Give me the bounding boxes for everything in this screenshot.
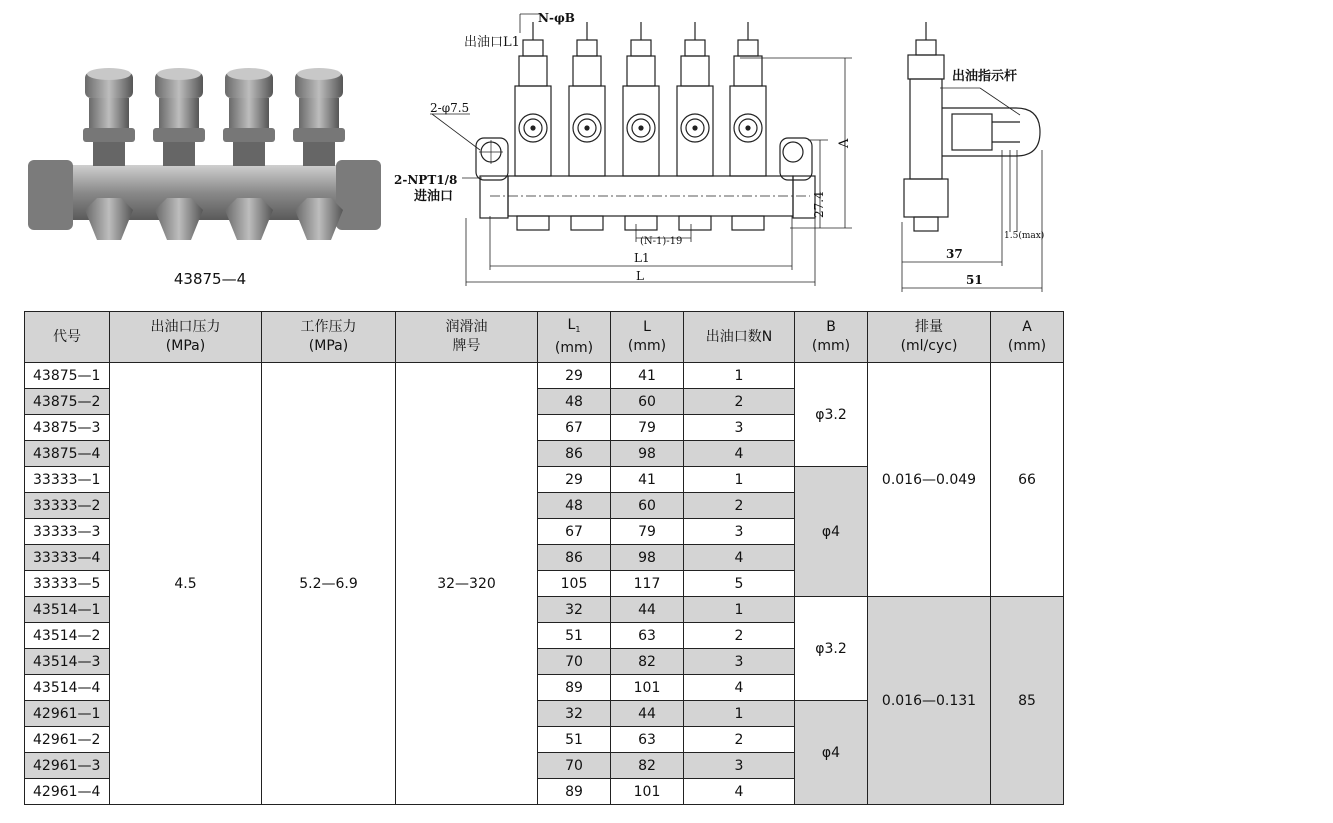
- l1-cell: 48: [538, 389, 611, 415]
- b-diameter-cell: φ4: [795, 467, 868, 597]
- dim-27-4: 27.4: [812, 191, 826, 218]
- l-cell: 79: [611, 415, 684, 441]
- model-code-cell: 43514—1: [25, 597, 110, 623]
- l1-cell: 32: [538, 701, 611, 727]
- model-code-cell: 43875—1: [25, 363, 110, 389]
- l-cell: 63: [611, 727, 684, 753]
- outlet-count-cell: 4: [684, 545, 795, 571]
- outlet-count-cell: 1: [684, 701, 795, 727]
- outlet-count-cell: 2: [684, 389, 795, 415]
- col-oil-grade: 润滑油 牌号: [396, 312, 538, 363]
- l1-cell: 70: [538, 649, 611, 675]
- displacement-cell: 0.016—0.131: [868, 597, 991, 805]
- col-outlet-pressure: 出油口压力 (MPa): [110, 312, 262, 363]
- outlet-label: 出油口L1: [464, 35, 520, 50]
- model-code-cell: 43875—3: [25, 415, 110, 441]
- inlet-label: 进油口: [414, 189, 454, 204]
- col-outlet-count: 出油口数N: [684, 312, 795, 363]
- l1-cell: 67: [538, 519, 611, 545]
- drawing-outlet-fitting: [677, 22, 713, 230]
- l-cell: 117: [611, 571, 684, 597]
- pitch-label: (N-1)-19: [640, 236, 683, 247]
- spec-table: [24, 311, 1064, 805]
- l-cell: 41: [611, 467, 684, 493]
- a-dimension-cell: 85: [991, 597, 1064, 805]
- col-l: L (mm): [611, 312, 684, 363]
- l-cell: 44: [611, 597, 684, 623]
- oil-grade-cell: 32—320: [396, 363, 538, 805]
- l-cell: 82: [611, 649, 684, 675]
- model-code-cell: 42961—1: [25, 701, 110, 727]
- photo-outlet-fitting: [83, 68, 135, 240]
- outlet-count-cell: 5: [684, 571, 795, 597]
- drawing-outlet-fitting: [730, 22, 766, 230]
- l1-cell: 105: [538, 571, 611, 597]
- model-code-cell: 42961—2: [25, 727, 110, 753]
- drawing-outlet-fitting: [623, 22, 659, 230]
- l-cell: 98: [611, 441, 684, 467]
- l1-cell: 29: [538, 467, 611, 493]
- model-code-cell: 43875—4: [25, 441, 110, 467]
- l-cell: 82: [611, 753, 684, 779]
- model-code-cell: 43514—2: [25, 623, 110, 649]
- outlet-count-cell: 3: [684, 649, 795, 675]
- col-working-pressure: 工作压力 (MPa): [262, 312, 396, 363]
- l-cell: 63: [611, 623, 684, 649]
- side-view-drawing: [880, 0, 1080, 300]
- outlet-count-cell: 3: [684, 519, 795, 545]
- model-code-cell: 33333—5: [25, 571, 110, 597]
- outlet-count-cell: 4: [684, 675, 795, 701]
- l1-cell: 29: [538, 363, 611, 389]
- l1-cell: 51: [538, 727, 611, 753]
- model-code-cell: 42961—3: [25, 753, 110, 779]
- b-diameter-cell: φ4: [795, 701, 868, 805]
- product-photo: [24, 60, 384, 260]
- photo-outlet-fitting: [153, 68, 205, 240]
- model-code-cell: 43875—2: [25, 389, 110, 415]
- l-cell: 101: [611, 675, 684, 701]
- l1-cell: 86: [538, 545, 611, 571]
- l1-cell: 48: [538, 493, 611, 519]
- header-row: [25, 312, 1064, 363]
- l-cell: 60: [611, 493, 684, 519]
- l-label: L: [636, 269, 644, 283]
- indicator-label: 出油指示杆: [952, 69, 1018, 84]
- photo-caption: 43875—4: [173, 270, 247, 288]
- dim-37: 37: [946, 247, 963, 261]
- l1-label: L1: [634, 251, 650, 265]
- dim-a: A: [837, 138, 852, 148]
- l1-cell: 32: [538, 597, 611, 623]
- outlet-pressure-cell: 4.5: [110, 363, 262, 805]
- b-diameter-cell: φ3.2: [795, 597, 868, 701]
- model-code-cell: 43514—4: [25, 675, 110, 701]
- l-cell: 44: [611, 701, 684, 727]
- npt-label: 2-NPT1/8: [394, 173, 458, 187]
- outlet-count-cell: 1: [684, 467, 795, 493]
- displacement-cell: 0.016—0.049: [868, 363, 991, 597]
- b-diameter-cell: φ3.2: [795, 363, 868, 467]
- l1-cell: 89: [538, 779, 611, 805]
- l-cell: 60: [611, 389, 684, 415]
- working-pressure-cell: 5.2—6.9: [262, 363, 396, 805]
- front-view-drawing: [390, 0, 870, 300]
- outlet-count-cell: 4: [684, 779, 795, 805]
- l-cell: 41: [611, 363, 684, 389]
- nb-label: N-φB: [538, 11, 575, 25]
- l1-cell: 86: [538, 441, 611, 467]
- outlet-count-cell: 2: [684, 623, 795, 649]
- drawing-outlet-fitting: [569, 22, 605, 230]
- l1-cell: 51: [538, 623, 611, 649]
- l-cell: 98: [611, 545, 684, 571]
- outlet-count-cell: 1: [684, 597, 795, 623]
- a-dimension-cell: 66: [991, 363, 1064, 597]
- l-cell: 101: [611, 779, 684, 805]
- photo-outlet-fitting: [223, 68, 275, 240]
- outlet-count-cell: 1: [684, 363, 795, 389]
- photo-outlet-fitting: [293, 68, 345, 240]
- l-cell: 79: [611, 519, 684, 545]
- outlet-count-cell: 4: [684, 441, 795, 467]
- outlet-count-cell: 2: [684, 493, 795, 519]
- table-row: [25, 363, 1064, 389]
- outlet-count-cell: 3: [684, 753, 795, 779]
- col-b: B (mm): [795, 312, 868, 363]
- model-code-cell: 33333—4: [25, 545, 110, 571]
- model-code-cell: 33333—2: [25, 493, 110, 519]
- model-code-cell: 33333—1: [25, 467, 110, 493]
- outlet-count-cell: 2: [684, 727, 795, 753]
- model-code-cell: 42961—4: [25, 779, 110, 805]
- model-code-cell: 43514—3: [25, 649, 110, 675]
- l1-cell: 70: [538, 753, 611, 779]
- col-a: A (mm): [991, 312, 1064, 363]
- model-code-cell: 33333—3: [25, 519, 110, 545]
- l1-cell: 67: [538, 415, 611, 441]
- col-displacement: 排量 (ml/cyc): [868, 312, 991, 363]
- hole-label: 2-φ7.5: [430, 101, 470, 115]
- col-code: 代号: [25, 312, 110, 363]
- max-label: 1.5(max): [1004, 231, 1045, 241]
- drawing-outlet-fitting: [515, 22, 551, 230]
- col-l1: $L_1$ (mm): [538, 312, 611, 363]
- dim-51: 51: [966, 273, 983, 287]
- outlet-count-cell: 3: [684, 415, 795, 441]
- l1-cell: 89: [538, 675, 611, 701]
